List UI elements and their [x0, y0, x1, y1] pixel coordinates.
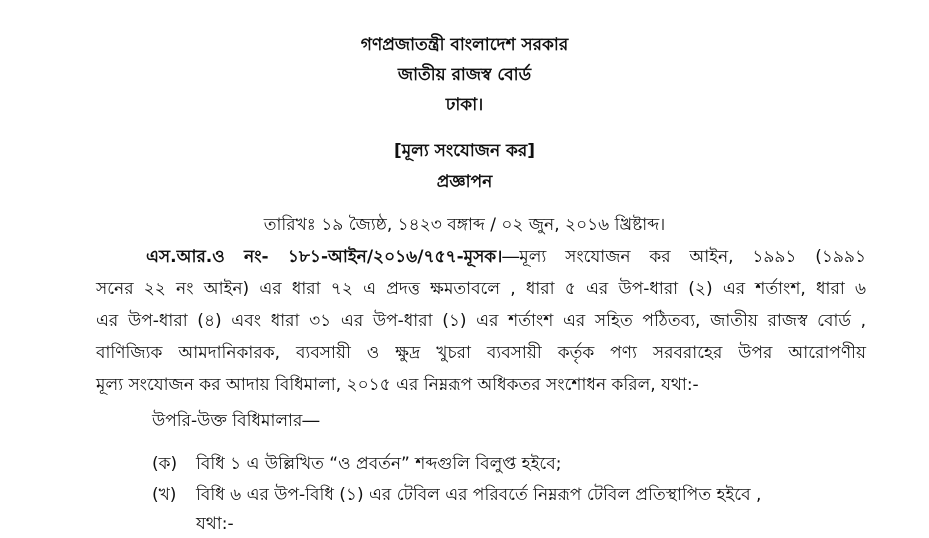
notification-title: প্রজ্ঞাপন [436, 172, 493, 192]
item-label: (ক) [152, 454, 178, 474]
body-line-3: এর উপ-ধারা (৪) এবং ধারা ৩১ এর উপ-ধারা (১) এর শর্তাংশ এর সহিত পঠিতব্য, জাতীয় রাজস্ব বোর্ড , [96, 311, 866, 331]
body-line-1-text: ―মূল্য সংযোজন কর আইন, ১৯৯১ (১৯৯১ [502, 247, 866, 267]
body-line-1 [96, 246, 866, 268]
amendment-intro: উপরি-উক্ত বিধিমালার― [152, 411, 320, 431]
header-city: ঢাকা। [445, 95, 484, 115]
date-line: তারিখঃ ১৯ জ্যৈষ্ঠ, ১৪২৩ বঙ্গাব্দ / ০২ জুন, ২০১৬ খ্রিষ্টাব্দ। [263, 215, 666, 235]
body-line-5: মূল্য সংযোজন কর আদায় বিধিমালা, ২০১৫ এর নিম্নরূপ অধিকতর সংশোধন করিল, যথা:- [96, 375, 699, 395]
sro-number: এস.আর.ও নং- ১৮১-আইন/২০১৬/৭৫৭-মূসক। [146, 247, 503, 267]
item-continuation: যথা:- [196, 514, 234, 534]
subject-category: [মূল্য সংযোজন কর] [393, 141, 536, 161]
header-board: জাতীয় রাজস্ব বোর্ড [397, 65, 532, 85]
body-line-2: সনের ২২ নং আইন) এর ধারা ৭২ এ প্রদত্ত ক্ষমতাবলে , ধারা ৫ এর উপ-ধারা (২) এর শর্তাংশ, ধারা ৬ [96, 279, 866, 299]
item-text: বিধি ১ এ উল্লিখিত “ও প্রবর্তন” শব্দগুলি বিলুপ্ত হইবে; [196, 454, 562, 474]
header-government: গণপ্রজাতন্ত্রী বাংলাদেশ সরকার [360, 35, 569, 55]
item-text: বিধি ৬ এর উপ-বিধি (১) এর টেবিল এর পরিবর্তে নিম্নরূপ টেবিল প্রতিস্থাপিত হইবে , [196, 485, 762, 505]
item-label: (খ) [152, 485, 177, 505]
body-line-4: বাণিজ্যিক আমদানিকারক, ব্যবসায়ী ও ক্ষুদ্র খুচরা ব্যবসায়ী কর্তৃক পণ্য সরবরাহের উপর আরোপণীয় [96, 343, 866, 363]
